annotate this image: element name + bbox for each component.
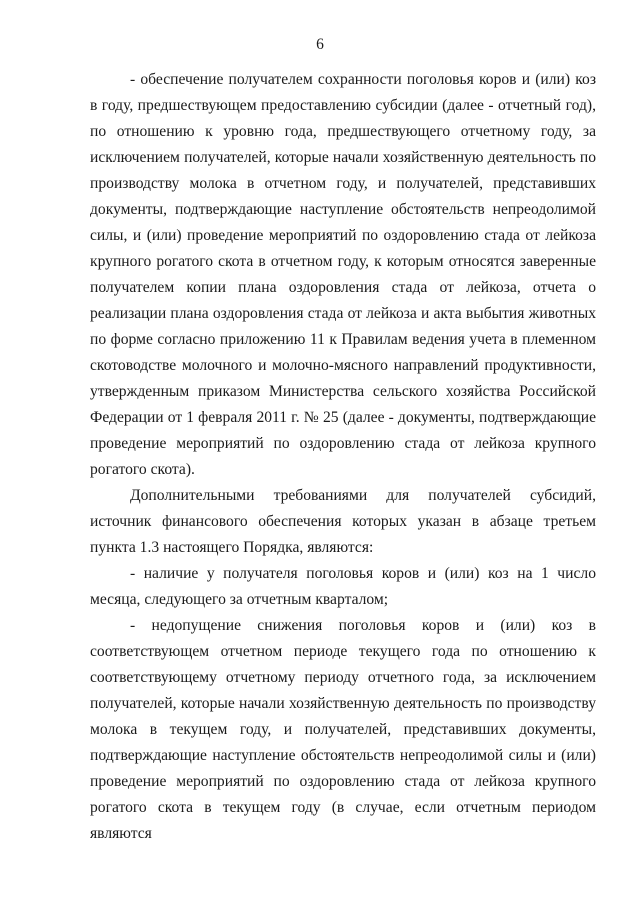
page-number: 6	[316, 36, 324, 53]
document-body	[90, 67, 596, 847]
paragraph-livestock-availability: - наличие у получателя поголовья коров и (или) коз на 1 число месяца, следующего за отчетным кварталом;	[90, 565, 596, 608]
paragraph-livestock-preservation: - обеспечение получателем сохранности поголовья коров и (или) коз в году, предшествующем предоставлению субсидии (далее - отчетный год), по отношению к уровню года, предшествующего отчетному году, за исключением получателей, которые начали хозяйственную деятельность по производству молока в отчетном году, и получателей, представивших документы, подтверждающие наступление обстоятельств непреодолимой силы, и (или) проведение мероприятий по оздоровлению стада от лейкоза крупного рогатого скота в отчетном году, к которым относятся заверенные получателем копии плана оздоровления стада от лейкоза, отчета о реализации плана оздоровления стада от лейкоза и акта выбытия животных по форме согласно приложению 11 к Правилам ведения учета в племенном скотоводстве молочного и молочно-мясного направлений продуктивности, утвержденным приказом Министерства сельского хозяйства Российской Федерации от 1 февраля 2011 г. № 25 (далее - документы, подтверждающие проведение мероприятий по оздоровлению стада от лейкоза крупного рогатого скота).	[90, 71, 596, 478]
paragraph-additional-requirements: Дополнительными требованиями для получателей субсидий, источник финансового обеспечения которых указан в абзаце третьем пункта 1.3 настоящего Порядка, являются:	[90, 487, 596, 556]
paragraph-no-reduction: - недопущение снижения поголовья коров и (или) коз в соответствующем отчетном периоде текущего года по отношению к соответствующему отчетному периоду отчетного года, за исключением получателей, которые начали хозяйственную деятельность по производству молока в текущем году, и получателей, представивших документы, подтверждающие наступление обстоятельств непреодолимой силы и (или) проведение мероприятий по оздоровлению стада от лейкоза крупного рогатого скота в текущем году (в случае, если отчетным периодом являются	[90, 617, 596, 842]
